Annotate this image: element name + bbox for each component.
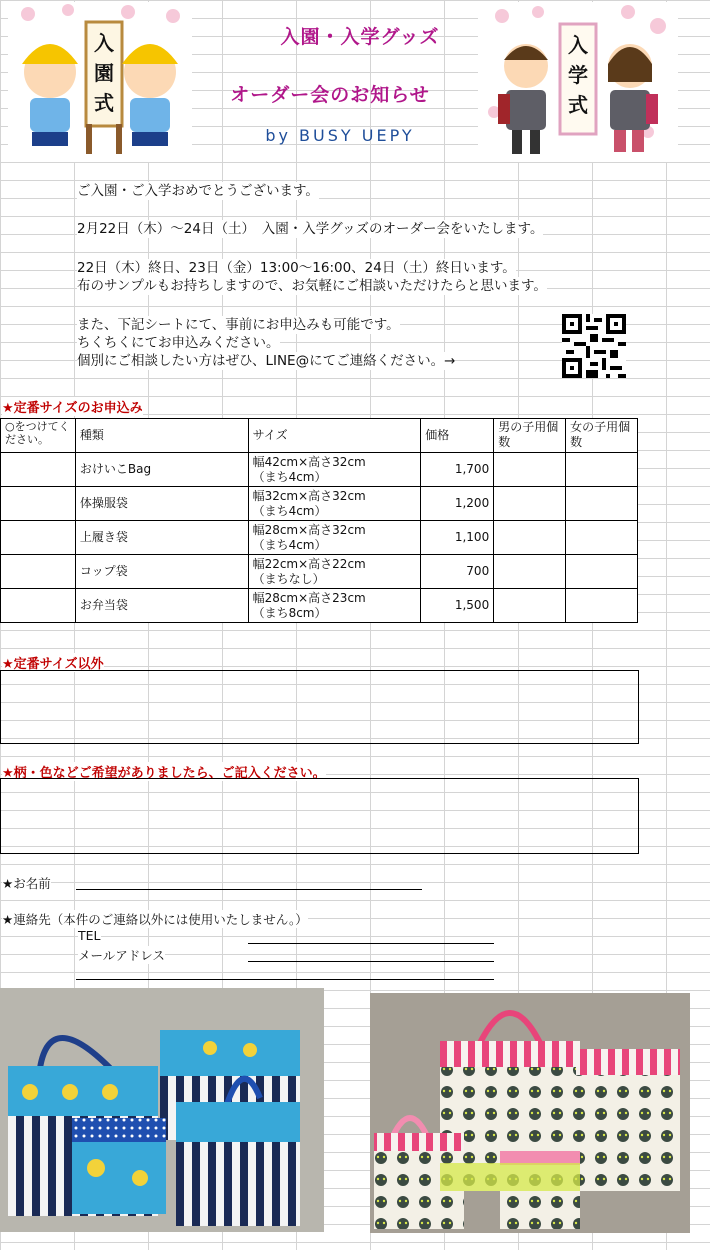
name-label: ★お名前: [2, 876, 51, 891]
title-line-1: 入園・入学グッズ: [280, 26, 440, 48]
item-price: 1,700: [421, 453, 494, 487]
item-size-gusset: （まち8cm）: [252, 605, 327, 620]
item-price: 700: [421, 555, 494, 589]
select-cell[interactable]: [1, 487, 76, 521]
item-price: 1,500: [421, 589, 494, 623]
mail-input-line-2[interactable]: [76, 978, 494, 980]
intro-line-6: ちくちくにてお申込みください。: [77, 335, 280, 351]
select-cell[interactable]: [1, 521, 76, 555]
select-cell[interactable]: [1, 453, 76, 487]
other-size-section-title: ★定番サイズ以外: [2, 653, 104, 672]
tel-label: TEL: [78, 928, 101, 943]
item-size: [248, 521, 421, 555]
mail-label: メールアドレス: [78, 948, 165, 963]
contact-label: ★連絡先（本件のご連絡以外には使用いたしません。）: [2, 912, 308, 927]
item-size-main: 幅22cm×高さ22cm: [252, 556, 366, 571]
item-size-main: 幅42cm×高さ32cm: [252, 454, 366, 469]
standard-section-title: ★定番サイズのお申込み: [2, 397, 143, 416]
header-illustration-right: [478, 2, 678, 162]
item-size: [248, 589, 421, 623]
table-row: [1, 453, 638, 487]
item-type: コップ袋: [75, 555, 248, 589]
girls-qty-cell[interactable]: [566, 589, 638, 623]
item-size-gusset: （まち4cm）: [252, 537, 327, 552]
tel-input-line[interactable]: [248, 942, 494, 944]
item-type: 体操服袋: [75, 487, 248, 521]
table-row: [1, 521, 638, 555]
pattern-input-box[interactable]: [0, 778, 639, 854]
header-type: 種類: [75, 419, 248, 453]
select-cell[interactable]: [1, 555, 76, 589]
item-size-main: 幅28cm×高さ23cm: [252, 590, 366, 605]
header-illustration-left: [8, 2, 192, 162]
left-sign-text: 入園式: [94, 31, 114, 115]
header-price: 価格: [421, 419, 494, 453]
boys-qty-cell[interactable]: [494, 589, 566, 623]
table-header-row: [1, 419, 638, 453]
mail-input-line-1[interactable]: [248, 960, 494, 962]
title-line-2: オーダー会のお知らせ: [230, 84, 430, 106]
header-girls-qty: 女の子用個数: [566, 419, 638, 453]
item-type: 上履き袋: [75, 521, 248, 555]
intro-line-4: 布のサンプルもお持ちしますので、お気軽にご相談いただけたらと思います。: [77, 278, 547, 294]
item-size-main: 幅32cm×高さ32cm: [252, 488, 366, 503]
byline: by BUSY UEPY: [265, 126, 415, 145]
item-size-gusset: （まちなし）: [252, 571, 325, 586]
other-size-input-box[interactable]: [0, 670, 639, 744]
line-qr-code[interactable]: [562, 314, 626, 378]
select-cell[interactable]: [1, 589, 76, 623]
boys-qty-cell[interactable]: [494, 555, 566, 589]
intro-line-7: 個別にご相談したい方はぜひ、LINE@にてご連絡ください。→: [77, 353, 456, 369]
header-select: ○をつけてください。: [1, 419, 76, 453]
item-price: 1,200: [421, 487, 494, 521]
item-size: [248, 555, 421, 589]
header-size: サイズ: [248, 419, 421, 453]
item-type: おけいこBag: [75, 453, 248, 487]
standard-order-table: [0, 418, 638, 623]
table-row: [1, 589, 638, 623]
table-row: [1, 487, 638, 521]
intro-line-2: 2月22日（木）～24日（土） 入園・入学グッズのオーダー会をいたします。: [77, 221, 544, 237]
item-type: お弁当袋: [75, 589, 248, 623]
intro-line-3: 22日（木）終日、23日（金）13:00～16:00、24日（土）終日います。: [77, 260, 516, 276]
name-input-line[interactable]: [76, 888, 422, 890]
item-size-main: 幅28cm×高さ32cm: [252, 522, 366, 537]
item-size: [248, 487, 421, 521]
table-row: [1, 555, 638, 589]
item-size: [248, 453, 421, 487]
intro-line-1: ご入園・ご入学おめでとうございます。: [77, 183, 319, 199]
product-photo-blue-bags: [0, 988, 324, 1232]
girls-qty-cell[interactable]: [566, 453, 638, 487]
boys-qty-cell[interactable]: [494, 521, 566, 555]
product-photo-cat-bags: [370, 993, 690, 1233]
item-size-gusset: （まち4cm）: [252, 469, 327, 484]
item-price: 1,100: [421, 521, 494, 555]
header-boys-qty: 男の子用個数: [494, 419, 566, 453]
intro-line-5: また、下記シートにて、事前にお申込みも可能です。: [77, 317, 400, 333]
boys-qty-cell[interactable]: [494, 453, 566, 487]
girls-qty-cell[interactable]: [566, 521, 638, 555]
pattern-section-title: ★柄・色などご希望がありましたら、ご記入ください。: [2, 762, 326, 781]
boys-qty-cell[interactable]: [494, 487, 566, 521]
item-size-gusset: （まち4cm）: [252, 503, 327, 518]
right-sign-text: 入学式: [568, 33, 588, 117]
girls-qty-cell[interactable]: [566, 555, 638, 589]
girls-qty-cell[interactable]: [566, 487, 638, 521]
